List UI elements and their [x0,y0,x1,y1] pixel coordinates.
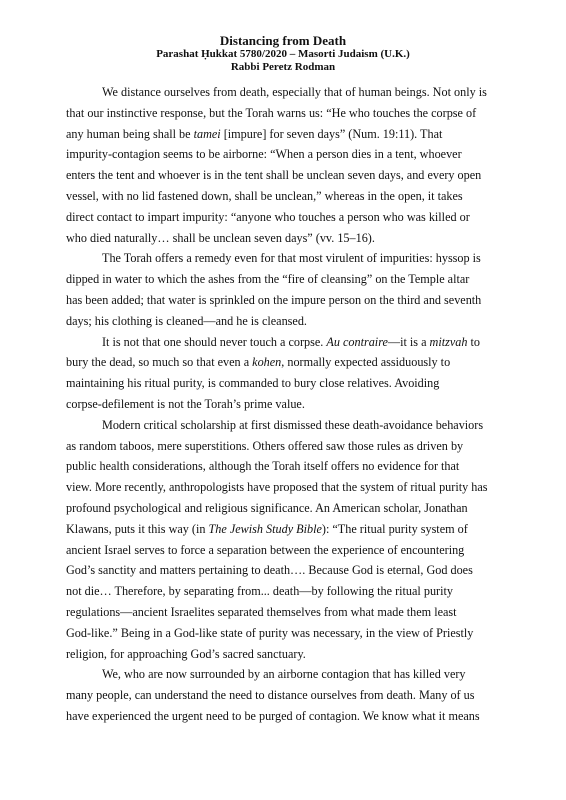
paragraph [66,415,500,665]
text-line: has been added; that water is sprinkled on the impure person on the third and seventh [66,292,482,307]
text-line: It is not that one should never touch a corpse. Au contraire—it is a mitzvah to [102,334,480,349]
text-line: corpse-defilement is not the Torah’s prime value. [66,396,305,411]
document-title: Distancing from Death [219,33,347,48]
text-line: any human being shall be tamei [impure] for seven days” (Num. 19:11). That [66,126,443,141]
text-line: maintaining his ritual purity, is commanded to bury close relatives. Avoiding [66,376,440,391]
text-line: many people, can understand the need to distance ourselves from death. Many of us [66,688,475,703]
paragraph [66,82,500,248]
text-line: We distance ourselves from death, especially that of human beings. Not only is [102,85,487,99]
text-line: bury the dead, so much so that even a kohen, normally expected assiduously to [66,355,451,370]
text-line: not die… Therefore, by separating from... death—by following the ritual purity [66,584,453,599]
document-author: Rabbi Peretz Rodman [230,61,336,73]
text-line: view. More recently, anthropologists have proposed that the system of ritual purity has [66,480,488,495]
text-line: God’s sanctity and matters pertaining to death…. Because God is eternal, God does [66,563,473,578]
text-line: public health considerations, although the Torah itself offers no evidence for that [66,459,460,474]
paragraph [66,248,500,331]
text-line: God-like.” Being in a God-like state of purity was necessary, in the view of Priestly [66,625,474,640]
italic-term: kohen [252,355,282,370]
text-line: dipped in water to which the ashes from the “fire of cleansing” on the Temple altar [66,272,470,287]
italic-term: mitzvah [429,334,468,349]
text-line: vessel, with no lid fastened down, shall be unclean,” whereas in the open, it takes [66,188,463,203]
document-page [66,33,500,727]
text-line: as random taboos, mere superstitions. Others offered saw those rules as driven by [66,438,464,453]
text-line: regulations—ancient Israelites separated themselves from what made them least [66,604,457,619]
document-body [66,82,500,727]
italic-term: Au contraire [326,334,388,349]
text-line: have experienced the urgent need to be purged of contagion. We know what it means [66,708,480,723]
text-line: direct contact to impart impurity: “anyone who touches a person who was killed or [66,209,470,224]
text-line: The Torah offers a remedy even for that most virulent of impurities: hyssop is [102,251,481,266]
text-line: that our instinctive response, but the Torah warns us: “He who touches the corpse of [66,105,477,120]
paragraph [66,664,500,726]
italic-term: The Jewish Study Bible [208,521,322,536]
text-line: religion, for approaching God’s sacred sanctuary. [66,646,306,661]
document-subtitle: Parashat Ḥukkat 5780/2020 – Masorti Judaism (U.K.) [156,48,410,60]
text-line: who died naturally… shall be unclean seven days” (vv. 15–16). [66,230,375,245]
text-line: Modern critical scholarship at first dismissed these death-avoidance behaviors [102,417,484,432]
text-line: impurity-contagion seems to be airborne: “When a person dies in a tent, whoever [66,147,462,162]
paragraph [66,332,500,415]
text-line: Klawans, puts it this way (in The Jewish Study Bible): “The ritual purity system of [66,521,468,536]
text-line: days; his clothing is cleaned—and he is cleansed. [66,313,307,328]
text-line: ancient Israel serves to force a separation between the experience of encountering [66,542,465,557]
text-line: profound psychological and religious significance. An American scholar, Jonathan [66,500,468,515]
text-line: enters the tent and whoever is in the tent shall be unclean seven days, and every open [66,168,482,183]
text-line: We, who are now surrounded by an airborne contagion that has killed very [102,667,466,682]
italic-term: tamei [193,126,221,141]
